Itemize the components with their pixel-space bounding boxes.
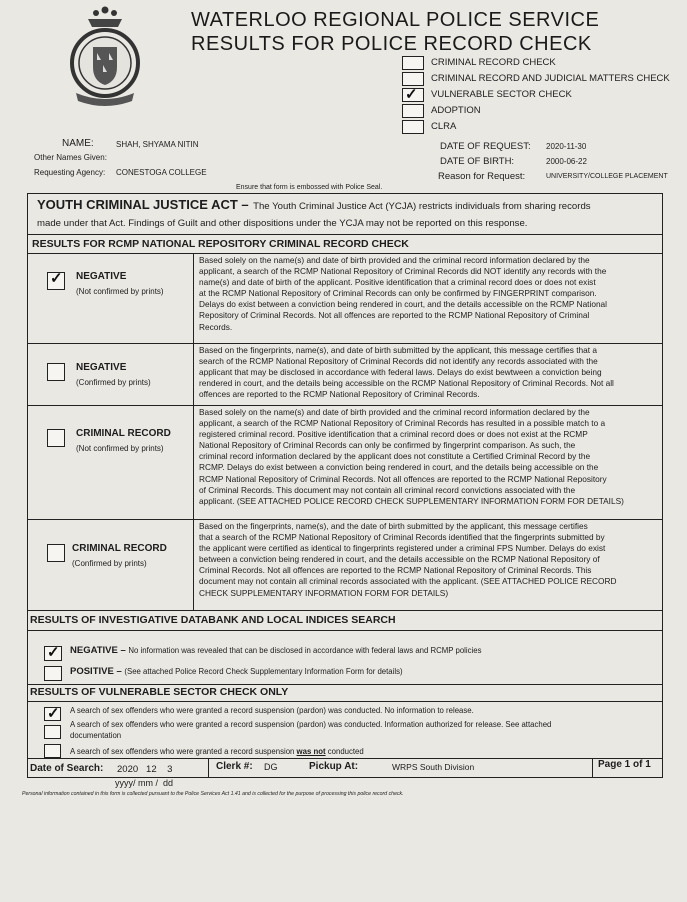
check-type-label: CRIMINAL RECORD AND JUDICIAL MATTERS CHECK xyxy=(431,73,670,84)
date-of-search-value: 2020 12 3 xyxy=(117,764,173,775)
vulnerable-no-info-checkbox[interactable] xyxy=(44,707,61,721)
ycja-text-2: made under that Act. Findings of Guilt and other dispositions under the YCJA may not be reported on this response. xyxy=(37,218,528,229)
seal-note: Ensure that form is embossed with Police Seal. xyxy=(236,184,383,191)
vulnerable-authorized-checkbox[interactable] xyxy=(44,725,61,739)
agency-value: CONESTOGA COLLEGE xyxy=(116,168,207,177)
rcmp-row-desc: Based solely on the name(s) and date of birth provided and the criminal record information declared by the applicant, a search of the RCMP National Repository of Criminal Records has resulted in a possible match to a registered criminal record. Positive identification that a criminal record does or does not exist at the RCMP National Repository of Criminal Records can only be confirmed by fingerprint comparison. As such, the criminal record information declared by the applicant does not constitute a Certified Criminal Record by the RCMP. Delays do exist between a conviction being rendered in court, and the details being accessible on the RCMP National Repository of Criminal Records. Not all offences are reported to the RCMP National Repository of Criminal Records. This document may not contain all criminal record convictions associated with the applicant. (SEE ATTACHED POLICE RECORD CHECK SUPPLEMENTARY INFORMATION FORM FOR DETAILS) xyxy=(199,407,624,506)
databank-negative: NEGATIVE – No information was revealed that can be disclosed in accordance with federal laws and RCMP policies xyxy=(70,645,482,656)
rcmp-heading: RESULTS FOR RCMP NATIONAL REPOSITORY CRIMINAL RECORD CHECK xyxy=(32,238,409,250)
rcmp-row-title: NEGATIVE xyxy=(76,271,127,282)
vulnerable-row-2-cont: documentation xyxy=(70,731,122,740)
check-type-checkbox-adoption[interactable] xyxy=(402,104,424,118)
rcmp-negative-unconfirmed-checkbox[interactable] xyxy=(47,272,65,290)
check-type-checkbox-vulnerable[interactable] xyxy=(402,88,424,102)
reason-value: UNIVERSITY/COLLEGE PLACEMENT xyxy=(546,173,668,180)
rcmp-row-sub: (Confirmed by prints) xyxy=(72,559,147,568)
police-crest-logo xyxy=(66,5,144,111)
check-type-checkbox-clra[interactable] xyxy=(402,120,424,134)
check-type-checkbox-judicial[interactable] xyxy=(402,72,424,86)
rcmp-row-desc: Based solely on the name(s) and date of birth provided and the criminal record information declared by the applicant, a search of the RCMP National Repository of Criminal Records did NOT identify any records with the name(s) and date of birth of the applicant. Positive identification that a criminal record does or does not exist at the RCMP National Repository of Criminal Records can only be confirmed by FINGERPRINT comparison. Delays do exist between a conviction being rendered in court, and the details accessible on the RCMP National Repository of Criminal Records. Not all offences are reported to the RCMP National Repository of Criminal Records. xyxy=(199,255,608,332)
clerk-value: DG xyxy=(264,762,278,772)
rcmp-row-desc: Based on the fingerprints, name(s), and the date of birth submitted by the applicant, this message certifies that a search of the RCMP National Repository of Criminal Records identified that the fingerprints submitted by the applicant were certified as identical to fingerprints registered under a criminal FPS Number. Delays do exist between a conviction being rendered in court, and the details accessible on the RCMP National Repository of Criminal Records. Not all offences are reported to the RCMP National Repository of Criminal Records. This document may not contain all criminal records associated with the applicant. (SEE ATTACHED POLICE RECORD CHECK SUPPLEMENTARY INFORMATION FORM FOR DETAILS) xyxy=(199,521,617,598)
date-of-request-label: DATE OF REQUEST: xyxy=(440,141,531,152)
rcmp-row-title: CRIMINAL RECORD xyxy=(72,543,167,554)
ycja-text: The Youth Criminal Justice Act (YCJA) restricts individuals from sharing records xyxy=(253,201,591,212)
other-names-label: Other Names Given: xyxy=(34,153,107,162)
name-value: SHAH, SHYAMA NITIN xyxy=(116,140,199,149)
ycja-heading: YOUTH CRIMINAL JUSTICE ACT – xyxy=(37,197,249,212)
rcmp-row-sub: (Not confirmed by prints) xyxy=(76,444,164,453)
rcmp-criminal-confirmed-checkbox[interactable] xyxy=(47,544,65,562)
databank-positive-checkbox[interactable] xyxy=(44,666,62,681)
vulnerable-row-3: A search of sex offenders who were granted a record suspension was not conducted xyxy=(70,747,364,756)
pickup-label: Pickup At: xyxy=(309,761,359,772)
check-type-label: ADOPTION xyxy=(431,105,481,116)
clerk-label: Clerk #: xyxy=(216,761,253,772)
agency-label: Requesting Agency: xyxy=(34,168,106,177)
privacy-note: Personal information contained in this form is collected pursuant to the Police Services Act 1.41 and is collected for the purpose of processing this police record check. xyxy=(22,791,404,797)
vulnerable-row-1: A search of sex offenders who were granted a record suspension (pardon) was conducted. No information to release. xyxy=(70,706,474,715)
check-type-label: CRIMINAL RECORD CHECK xyxy=(431,57,556,68)
vulnerable-row-2: A search of sex offenders who were granted a record suspension (pardon) was conducted. Information authorized for release. See attached xyxy=(70,720,552,729)
vulnerable-not-conducted-checkbox[interactable] xyxy=(44,744,61,758)
pickup-value: WRPS South Division xyxy=(392,762,475,772)
date-of-birth-value: 2000-06-22 xyxy=(546,157,587,166)
form-title: RESULTS FOR POLICE RECORD CHECK xyxy=(191,33,592,55)
rcmp-row-sub: (Not confirmed by prints) xyxy=(76,287,164,296)
date-format: yyyy/ mm / dd xyxy=(115,778,174,788)
rcmp-row-title: CRIMINAL RECORD xyxy=(76,428,171,439)
reason-label: Reason for Request: xyxy=(438,171,526,182)
databank-heading: RESULTS OF INVESTIGATIVE DATABANK AND LOCAL INDICES SEARCH xyxy=(30,614,396,626)
name-label: NAME: xyxy=(62,138,94,149)
agency-title: WATERLOO REGIONAL POLICE SERVICE xyxy=(191,9,600,31)
page-indicator: Page 1 of 1 xyxy=(598,759,651,770)
date-of-birth-label: DATE OF BIRTH: xyxy=(440,156,515,167)
vulnerable-heading: RESULTS OF VULNERABLE SECTOR CHECK ONLY xyxy=(30,686,289,698)
rcmp-row-sub: (Confirmed by prints) xyxy=(76,378,151,387)
databank-negative-checkbox[interactable] xyxy=(44,646,62,661)
date-of-search-label: Date of Search: xyxy=(30,763,104,774)
rcmp-criminal-unconfirmed-checkbox[interactable] xyxy=(47,429,65,447)
rcmp-negative-confirmed-checkbox[interactable] xyxy=(47,363,65,381)
rcmp-row-desc: Based on the fingerprints, name(s), and date of birth submitted by the applicant, this message certifies that a search of the RCMP National Repository of Criminal Records did not identify any records associated with the applicant that may be disclosed in accordance with federal laws. Delays do exist bewtween a conviction being rendered in court, and the details being accessible on the RCMP National Repository of Criminal Records. Not all offences are reported to the RCMP National Repository of Criminal Records. xyxy=(199,345,614,400)
check-type-checkbox-criminal[interactable] xyxy=(402,56,424,70)
date-of-request-value: 2020-11-30 xyxy=(546,142,587,151)
check-type-label: VULNERABLE SECTOR CHECK xyxy=(431,89,572,100)
ycja-notice xyxy=(37,196,657,214)
rcmp-row-title: NEGATIVE xyxy=(76,362,127,373)
databank-positive: POSITIVE – (See attached Police Record Check Supplementary Information Form for details) xyxy=(70,666,403,677)
check-type-label: CLRA xyxy=(431,121,457,132)
